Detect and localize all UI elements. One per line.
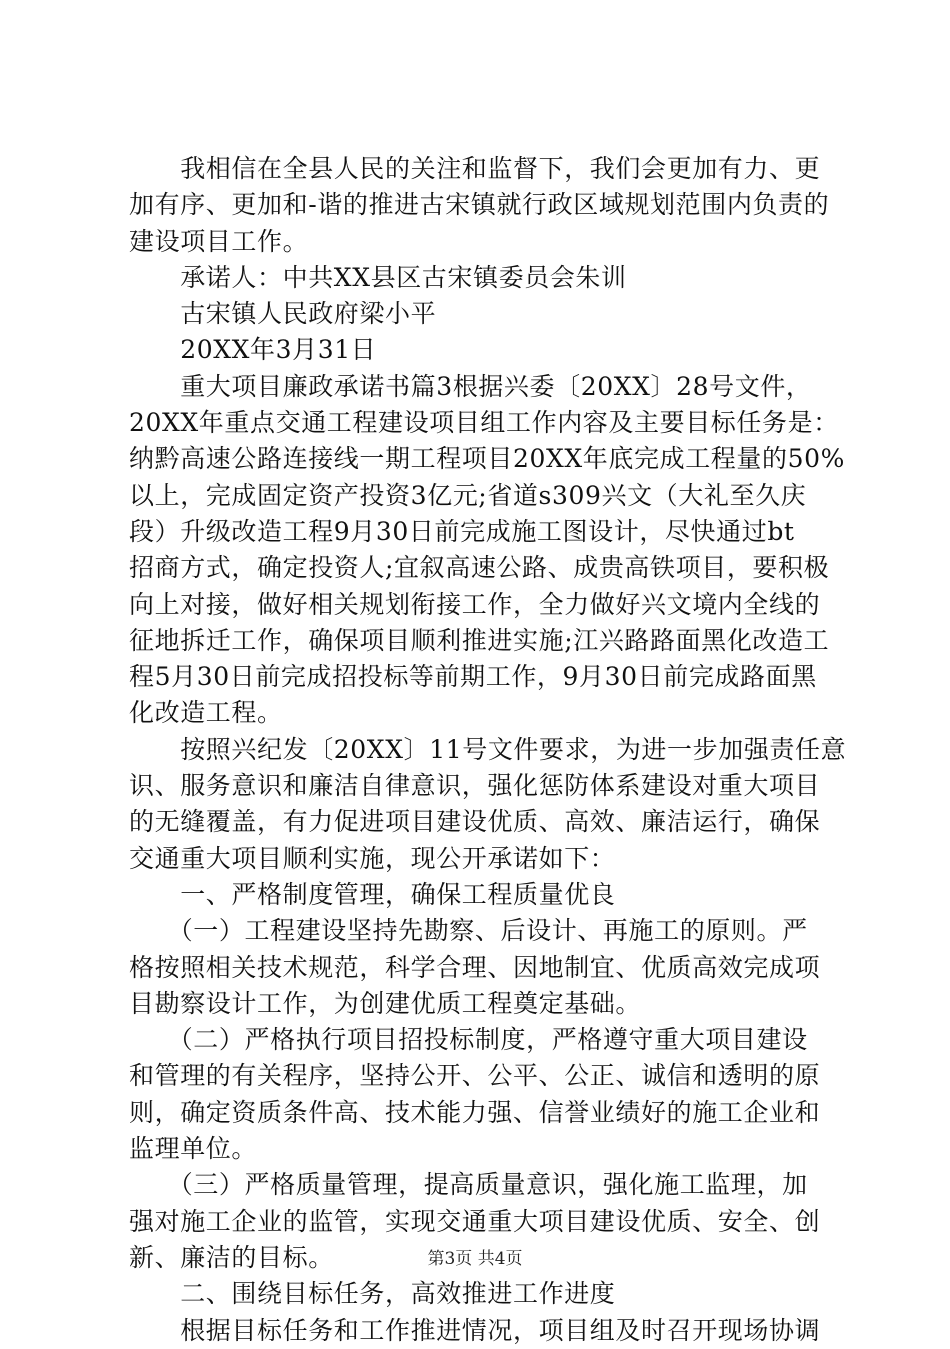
text-line: 重大项目廉政承诺书篇3根据兴委〔20XX〕28号文件， [129, 371, 812, 401]
page-footer: 第3页 共4页 [427, 1249, 523, 1269]
text-line: 按照兴纪发〔20XX〕11号文件要求，为进一步加强责任意 [129, 734, 847, 764]
text-line: 和管理的有关程序，坚持公开、公平、公正、诚信和透明的原 [129, 1061, 821, 1091]
text-line: 新、廉洁的目标。 [129, 1242, 334, 1272]
text-line: 根据目标任务和工作推进情况，项目组及时召开现场协调 [129, 1315, 821, 1345]
text-line: 征地拆迁工作，确保项目顺利推进实施;江兴路路面黑化改造工 [129, 625, 830, 655]
text-line: 强对施工企业的监管，实现交通重大项目建设优质、安全、创 [129, 1206, 821, 1236]
text-line: 格按照相关技术规范，科学合理、因地制宜、优质高效完成项 [129, 952, 821, 982]
text-line: 加有序、更加和-谐的推进古宋镇就行政区域规划范围内负责的 [129, 190, 830, 220]
text-line: 则，确定资质条件高、技术能力强、信誉业绩好的施工企业和 [129, 1097, 821, 1127]
text-line: 古宋镇人民政府梁小平 [129, 299, 437, 329]
text-line: 程5月30日前完成招投标等前期工作，9月30日前完成路面黑 [129, 662, 817, 692]
text-line: 20XX年重点交通工程建设项目组工作内容及主要目标任务是： [129, 408, 839, 438]
text-line: （一）工程建设坚持先勘察、后设计、再施工的原则。严 [129, 916, 808, 946]
text-line: 识、服务意识和廉洁自律意识，强化惩防体系建设对重大项目 [129, 771, 821, 801]
text-line: 招商方式，确定投资人;宜叙高速公路、成贵高铁项目，要积极 [129, 553, 830, 583]
text-line: 建设项目工作。 [129, 226, 309, 256]
text-line: 交通重大项目顺利实施，现公开承诺如下： [129, 843, 616, 873]
text-line: 二、围绕目标任务，高效推进工作进度 [129, 1279, 616, 1309]
text-line: 监理单位。 [129, 1134, 258, 1164]
text-line: 段）升级改造工程9月30日前完成施工图设计，尽快通过bt [129, 516, 795, 546]
text-line: 纳黔高速公路连接线一期工程项目20XX年底完成工程量的50% [129, 444, 845, 474]
text-line: 我相信在全县人民的关注和监督下，我们会更加有力、更 [129, 154, 821, 183]
text-line: 一、严格制度管理，确保工程质量优良 [129, 879, 616, 909]
text-line: 的无缝覆盖，有力促进项目建设优质、高效、廉洁运行，确保 [129, 807, 821, 837]
text-line: 向上对接，做好相关规划衔接工作，全力做好兴文境内全线的 [129, 589, 821, 619]
text-line: 20XX年3月31日 [129, 335, 377, 365]
text-line: 承诺人：中共XX县区古宋镇委员会朱训 [129, 262, 627, 292]
text-line: 化改造工程。 [129, 698, 283, 728]
text-line: （二）严格执行项目招投标制度，严格遵守重大项目建设 [129, 1025, 808, 1055]
text-line: 以上，完成固定资产投资3亿元;省道s309兴文（大礼至久庆 [129, 480, 807, 510]
text-line: 目勘察设计工作，为创建优质工程奠定基础。 [129, 988, 642, 1018]
document-body [129, 151, 849, 1349]
text-line: （三）严格质量管理，提高质量意识，强化施工监理，加 [129, 1170, 808, 1200]
